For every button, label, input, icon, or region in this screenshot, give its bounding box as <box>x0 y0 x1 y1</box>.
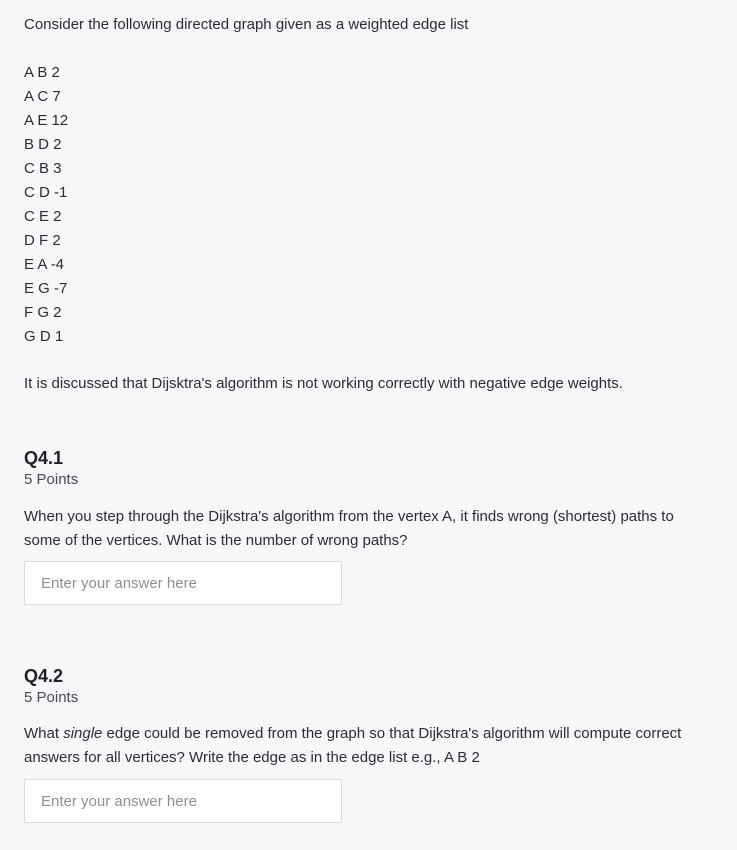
edge-list <box>24 61 68 349</box>
question-points: 5 Points <box>24 471 79 488</box>
edge-item: E A -4 <box>24 256 65 273</box>
question-text-emphasis: single <box>63 725 103 742</box>
edge-item: C E 2 <box>24 208 62 225</box>
question-text-start: What <box>24 725 64 742</box>
question-text-end: edge could be removed from the graph so that Dijkstra's algorithm will compute correct answers for all vertices? Write the edge as in the edge list e.g., A B 2 <box>24 725 682 766</box>
note-text: It is discussed that Dijsktra's algorithm is not working correctly with negative edge weights. <box>24 375 623 392</box>
question-text <box>24 722 713 770</box>
question-title: Q4.2 <box>24 666 64 686</box>
question-text: When you step through the Dijkstra's algorithm from the vertex A, it finds wrong (shortest) paths to some of the vertices. What is the number of wrong paths? <box>24 508 674 549</box>
edge-item: C D -1 <box>24 184 68 201</box>
question-q4-1 <box>24 446 713 549</box>
edge-item: A C 7 <box>24 88 61 105</box>
edge-item: A E 12 <box>24 112 69 129</box>
edge-item: F G 2 <box>24 304 62 321</box>
intro-text: Consider the following directed graph given as a weighted edge list <box>24 16 469 33</box>
answer-input-q4-1[interactable] <box>24 561 342 605</box>
edge-item: B D 2 <box>24 136 62 153</box>
question-title: Q4.1 <box>24 448 64 468</box>
edge-item: G D 1 <box>24 328 64 345</box>
edge-item: D F 2 <box>24 232 61 249</box>
edge-item: A B 2 <box>24 64 60 81</box>
question-points: 5 Points <box>24 689 79 706</box>
answer-input-q4-2[interactable] <box>24 779 342 823</box>
edge-item: E G -7 <box>24 280 68 297</box>
edge-item: C B 3 <box>24 160 62 177</box>
question-q4-2 <box>24 664 713 766</box>
